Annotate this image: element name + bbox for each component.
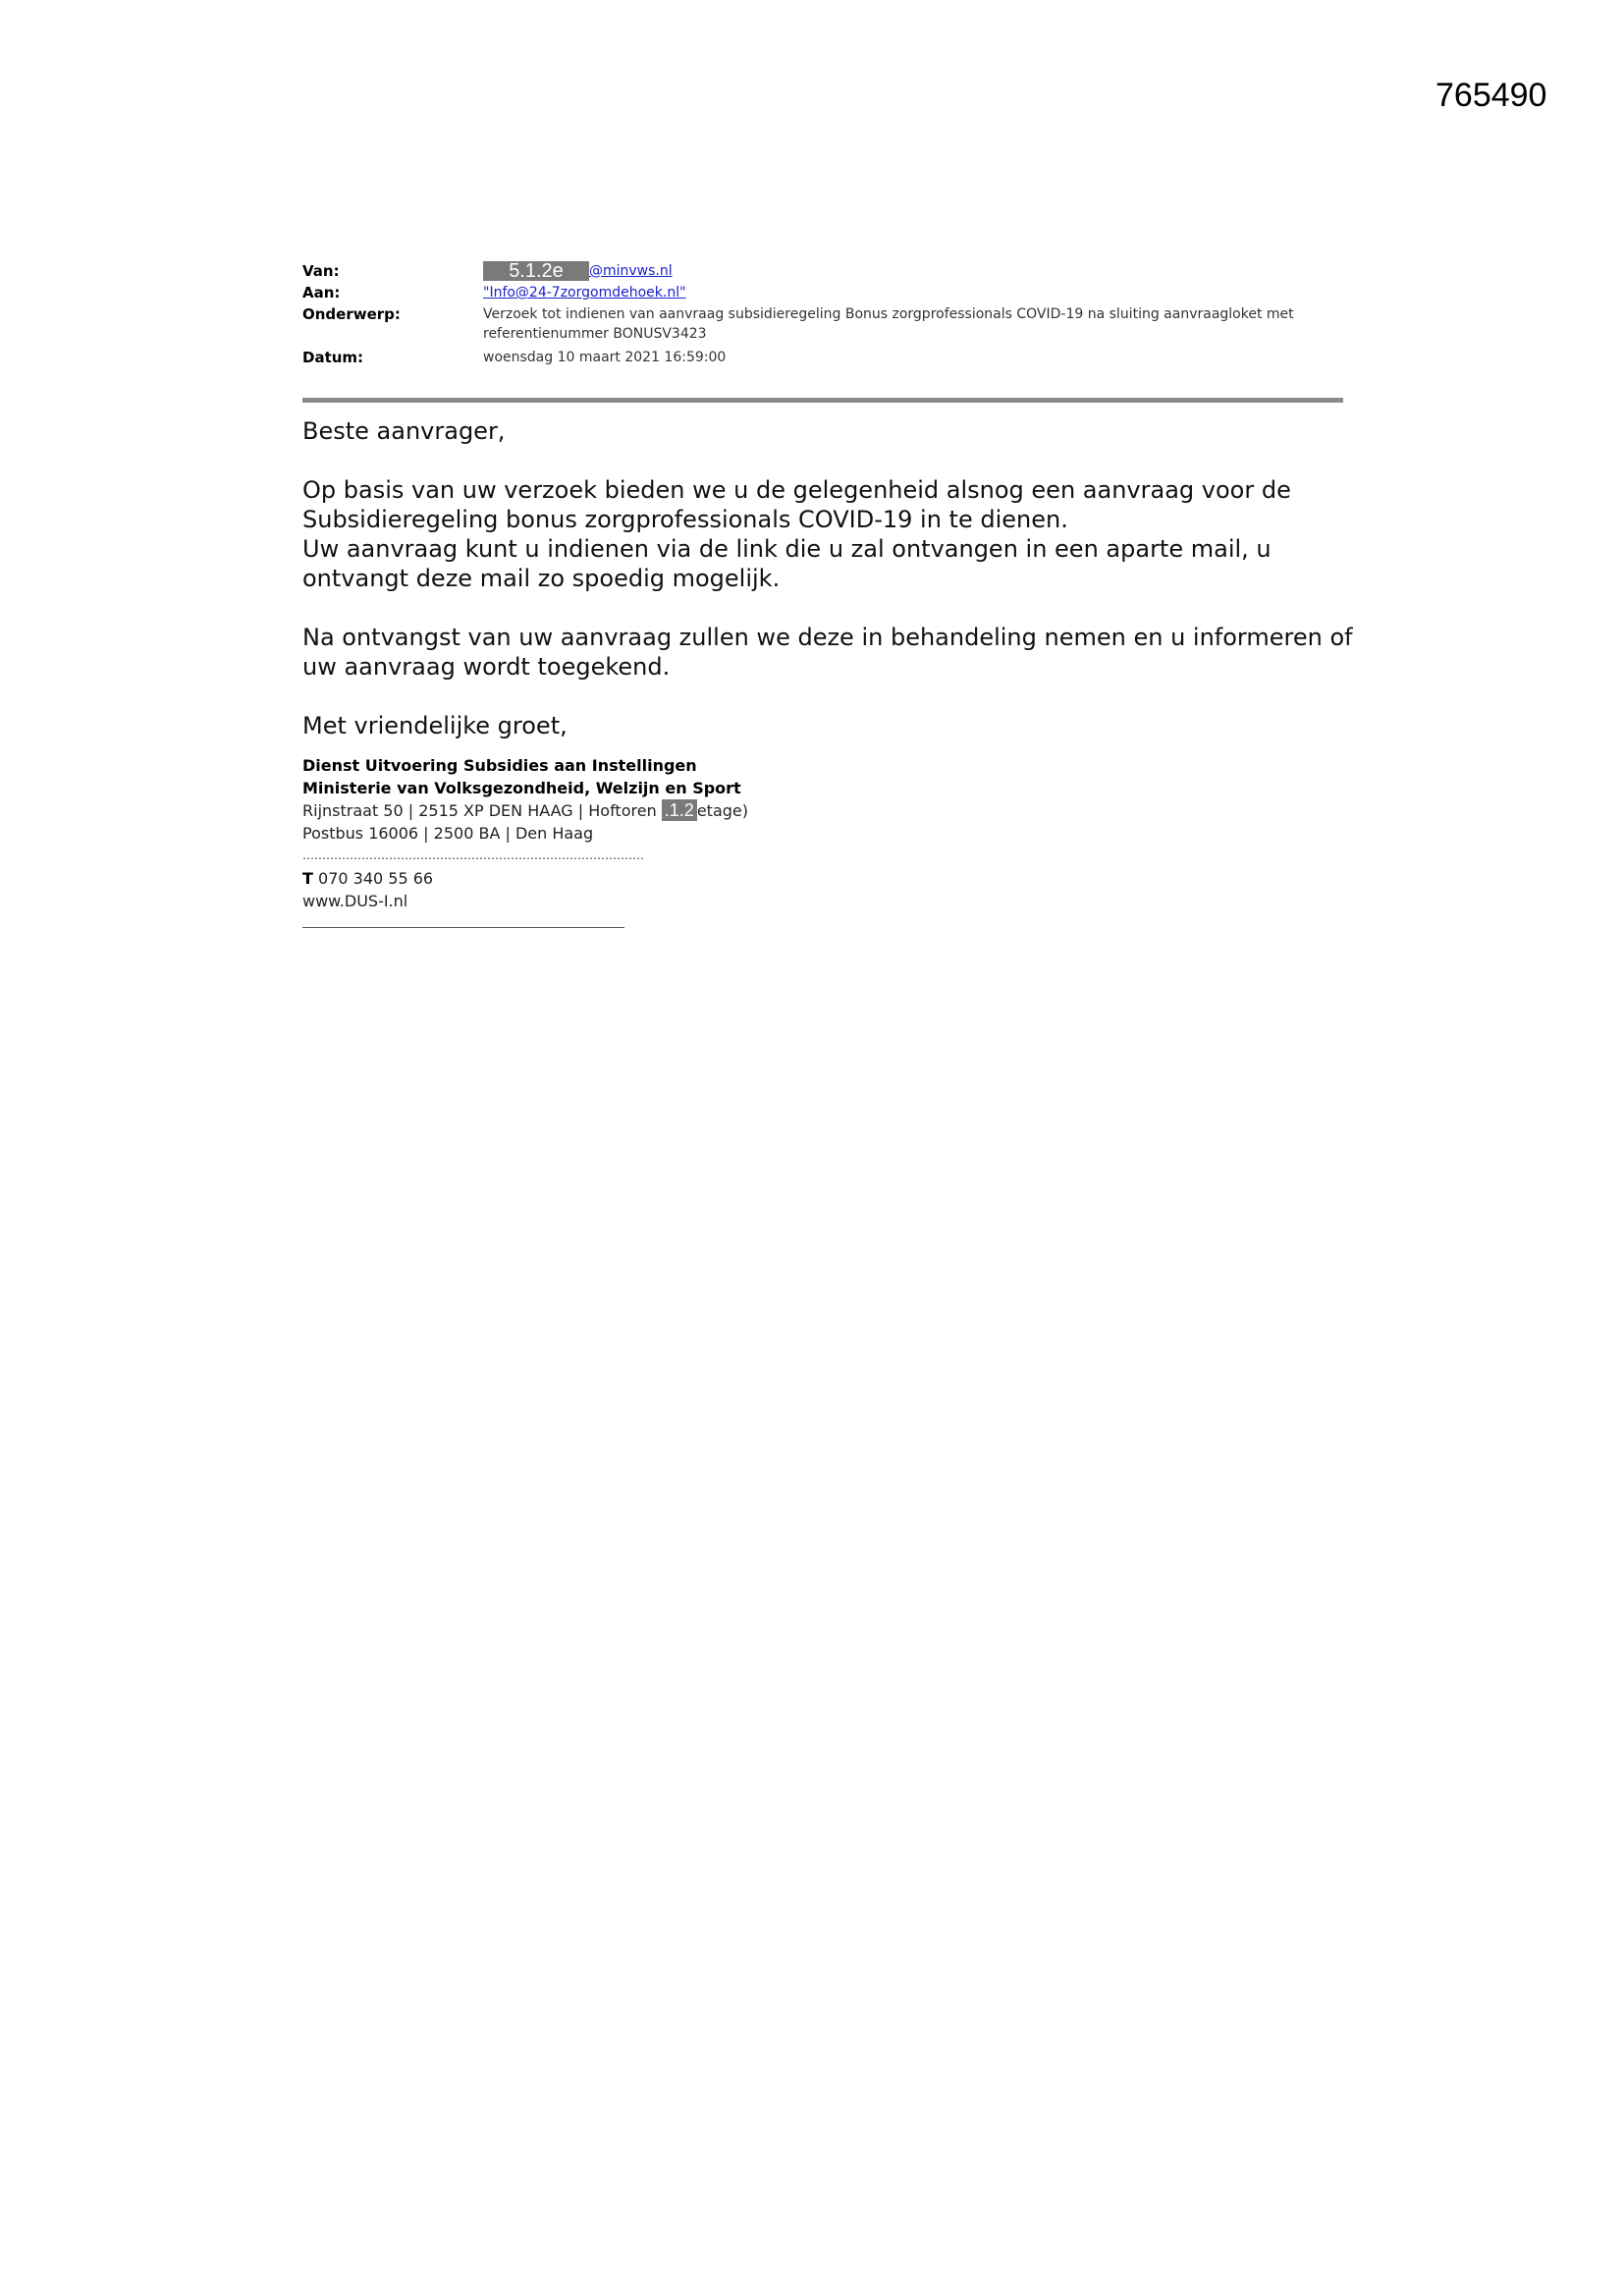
subject-value: Verzoek tot indienen van aanvraag subsidieregeling Bonus zorgprofessionals COVID-19 na sluiting aanvraagloket met referentienummer BONUSV3423 bbox=[483, 306, 1294, 342]
subject-row bbox=[302, 304, 1343, 348]
subject-label: Onderwerp: bbox=[302, 305, 401, 323]
paragraph-1 bbox=[302, 475, 1363, 593]
postbus-line: Postbus 16006 | 2500 BA | Den Haag bbox=[302, 824, 594, 843]
email-body bbox=[302, 416, 1363, 740]
address-suffix: etage) bbox=[696, 801, 748, 820]
paragraph-1-line-1: Op basis van uw verzoek bieden we u de gelegenheid alsnog een aanvraag voor de Subsidieregeling bonus zorgprofessionals COVID-19 in te dienen. bbox=[302, 476, 1291, 533]
from-redaction: 5.1.2e bbox=[483, 261, 589, 281]
date-row bbox=[302, 348, 1343, 369]
address-prefix: Rijnstraat 50 | 2515 XP DEN HAAG | Hoftoren bbox=[302, 801, 662, 820]
paragraph-1-line-2: Uw aanvraag kunt u indienen via de link die u zal ontvangen in een aparte mail, u ontvangt deze mail zo spoedig mogelijk. bbox=[302, 535, 1272, 592]
phone-line bbox=[302, 867, 990, 890]
org-line-1: Dienst Uitvoering Subsidies aan Instellingen bbox=[302, 756, 697, 775]
from-email-link[interactable]: @minvws.nl bbox=[589, 263, 673, 279]
paragraph-2: Na ontvangst van uw aanvraag zullen we deze in behandeling nemen en u informeren of uw aanvraag wordt toegekend. bbox=[302, 624, 1353, 681]
to-row bbox=[302, 283, 1343, 304]
signature-underline bbox=[302, 927, 624, 928]
greeting: Beste aanvrager, bbox=[302, 417, 506, 445]
address-redaction: .1.2 bbox=[662, 799, 697, 821]
closing: Met vriendelijke groet, bbox=[302, 712, 568, 739]
from-label: Van: bbox=[302, 262, 340, 280]
header-divider bbox=[302, 398, 1343, 403]
phone-label: T bbox=[302, 869, 313, 888]
date-label: Datum: bbox=[302, 349, 364, 366]
to-email-link[interactable]: "Info@24-7zorgomdehoek.nl" bbox=[483, 285, 686, 301]
signature-block bbox=[302, 754, 990, 912]
email-header bbox=[302, 261, 1343, 369]
dotted-separator: …………………………………………………………………………… bbox=[302, 848, 644, 862]
from-row bbox=[302, 261, 1343, 283]
website-line: www.DUS-I.nl bbox=[302, 892, 408, 910]
phone-value: 070 340 55 66 bbox=[312, 869, 434, 888]
to-label: Aan: bbox=[302, 284, 341, 301]
date-value: woensdag 10 maart 2021 16:59:00 bbox=[483, 350, 727, 365]
org-line-2: Ministerie van Volksgezondheid, Welzijn en Sport bbox=[302, 779, 741, 797]
document-number: 765490 bbox=[1435, 77, 1547, 114]
address-line bbox=[302, 799, 990, 822]
